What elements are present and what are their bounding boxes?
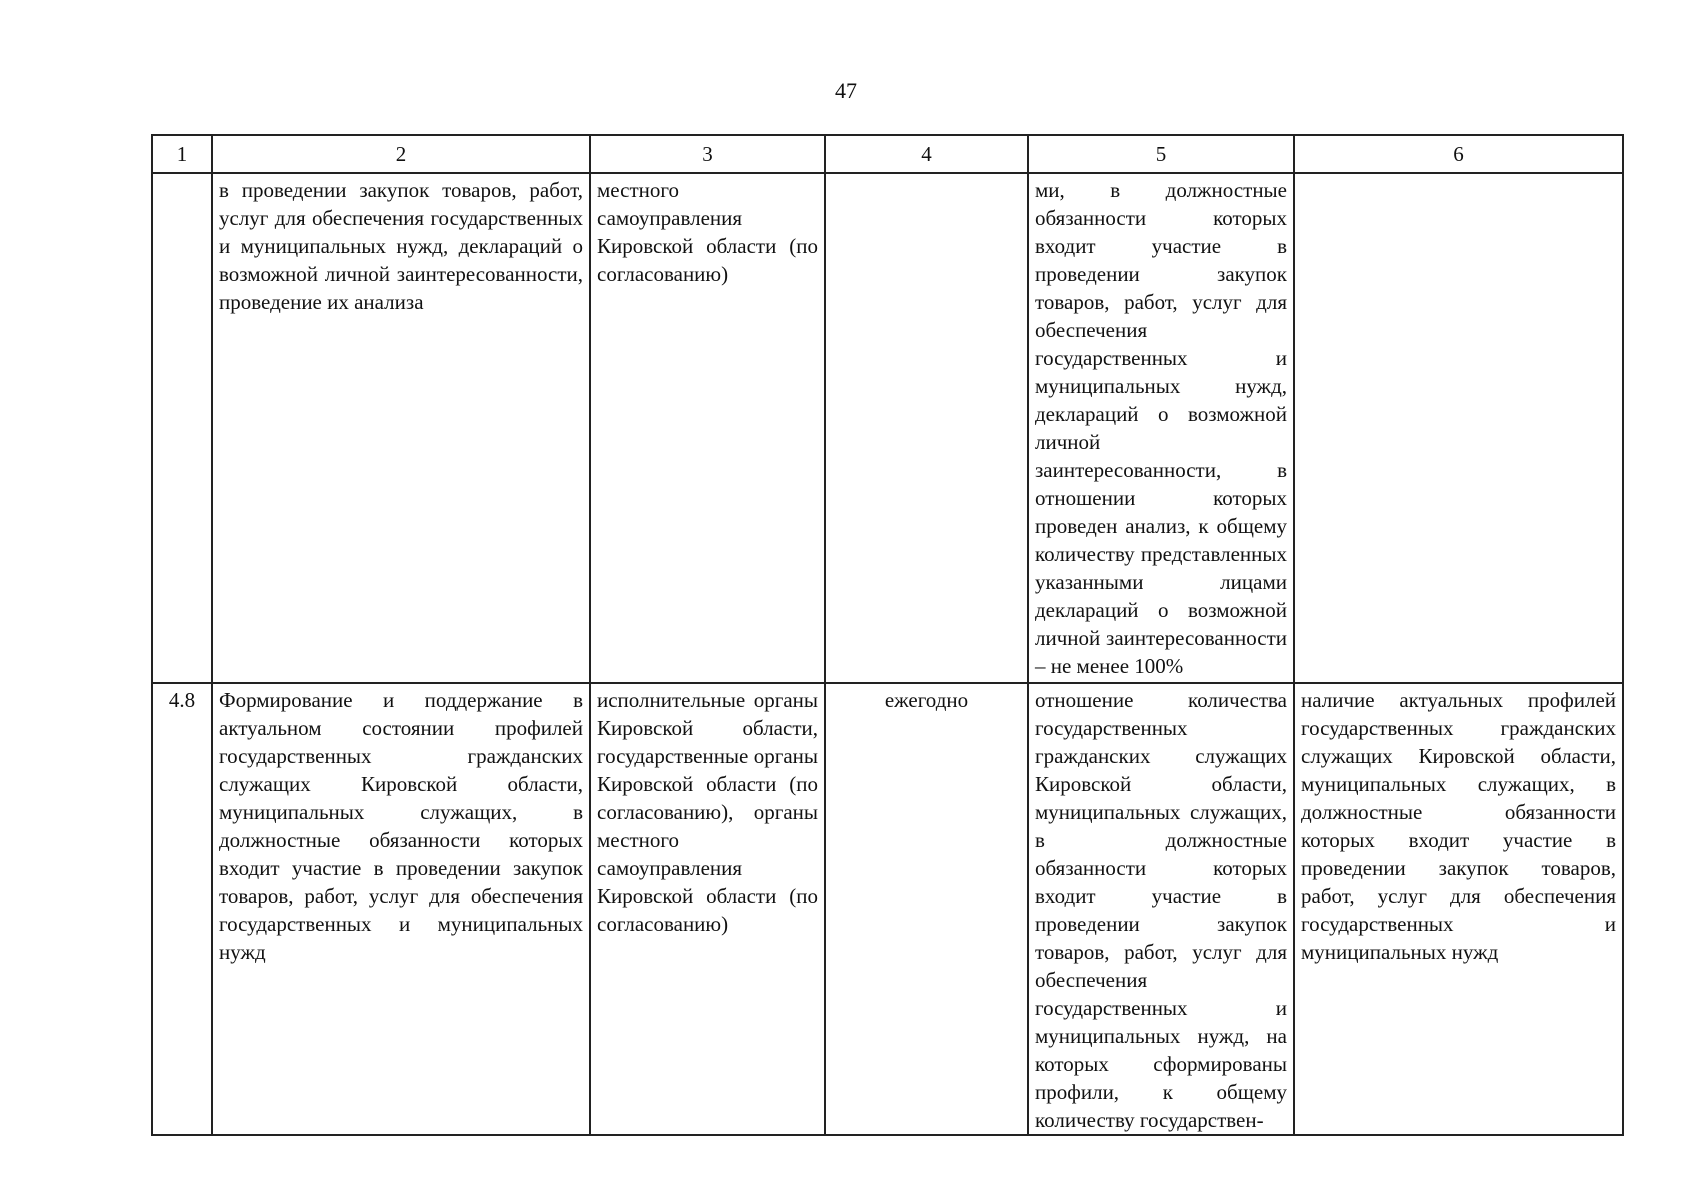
measure-cell: в проведении закупок товаров, работ, услуг для обеспечения государственных и муниципальных нужд, деклараций о возможной личной заинтересованности, проведение их анализа	[212, 173, 590, 683]
header-col-4: 4	[825, 135, 1028, 173]
indicator-cell: отношение количества государственных гражданских служащих Кировской области, муниципальных служащих, в должностные обязанности которых входит участие в проведении закупок товаров, работ, услуг для обеспечения государственных и муниципальных нужд, на которых сформированы профили, к общему количеству государствен-	[1028, 683, 1294, 1135]
table-row	[152, 683, 1623, 1135]
executors-cell: местного самоуправления Кировской области (по согласованию)	[590, 173, 825, 683]
row-number	[152, 173, 212, 683]
result-cell	[1294, 173, 1623, 683]
table-header-row	[152, 135, 1623, 173]
row-number: 4.8	[152, 683, 212, 1135]
indicator-cell: ми, в должностные обязанности которых входит участие в проведении закупок товаров, работ, услуг для обеспечения государственных и муниципальных нужд, деклараций о возможной личной заинтересованности, в отношении которых проведен анализ, к общему количеству представленных указанными лицами деклараций о возможной личной заинтересованности – не менее 100%	[1028, 173, 1294, 683]
header-col-2: 2	[212, 135, 590, 173]
deadline-cell: ежегодно	[825, 683, 1028, 1135]
header-col-6: 6	[1294, 135, 1623, 173]
measure-cell: Формирование и поддержание в актуальном состоянии профилей государственных гражданских служащих Кировской области, муниципальных служащих, в должностные обязанности которых входит участие в проведении закупок товаров, работ, услуг для обеспечения государственных и муниципальных нужд	[212, 683, 590, 1135]
deadline-cell	[825, 173, 1028, 683]
header-col-3: 3	[590, 135, 825, 173]
executors-cell: исполнительные органы Кировской области, государственные органы Кировской области (по согласованию), органы местного самоуправления Кировской области (по согласованию)	[590, 683, 825, 1135]
table-row	[152, 173, 1623, 683]
result-cell: наличие актуальных профилей государственных гражданских служащих Кировской области, муниципальных служащих, в должностные обязанности которых входит участие в проведении закупок товаров, работ, услуг для обеспечения государственных и муниципальных нужд	[1294, 683, 1623, 1135]
page-number: 47	[835, 78, 857, 103]
header-col-1: 1	[152, 135, 212, 173]
measures-table	[151, 134, 1624, 1136]
header-col-5: 5	[1028, 135, 1294, 173]
